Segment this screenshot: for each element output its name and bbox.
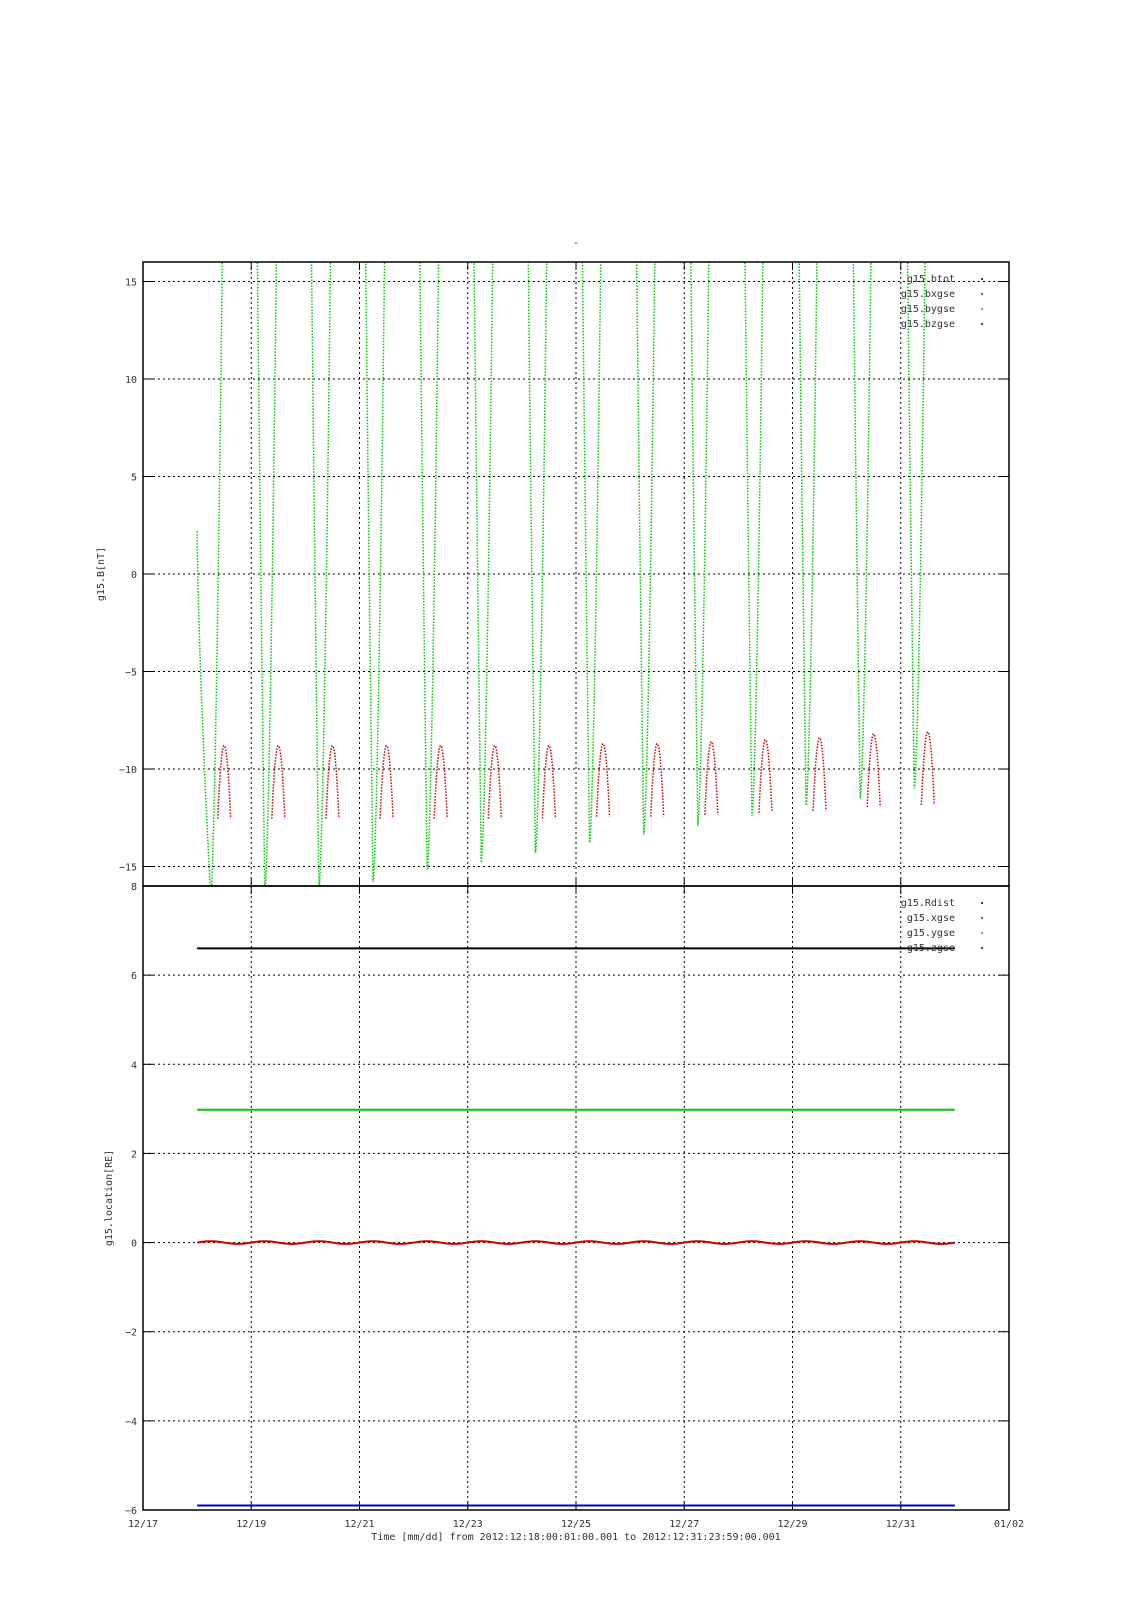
y-tick-label: 2 — [130, 1149, 137, 1161]
y-axis-label: g15.B[nT] — [96, 546, 107, 602]
series-hump-bxgse — [651, 744, 664, 817]
x-tick-label: 12/27 — [669, 1519, 700, 1530]
legend-label: g15.bzgse — [900, 319, 955, 330]
x-tick-label: 12/17 — [127, 1519, 159, 1530]
y-axis-label: g15.location[RE] — [104, 1149, 115, 1247]
legend-swatch — [981, 932, 983, 934]
legend-swatch — [981, 947, 983, 949]
legend-label: g15.xgse — [906, 913, 955, 924]
series-line-xgse — [197, 1241, 955, 1244]
series-hump-bxgse — [705, 742, 718, 815]
legend-label: g15.bygse — [900, 304, 955, 315]
series-hump-bxgse — [380, 746, 393, 819]
y-tick-label: 8 — [130, 882, 137, 893]
y-tick-label: −5 — [124, 667, 137, 679]
y-tick-label: −6 — [124, 1506, 137, 1517]
series-hump-bxgse — [218, 746, 231, 819]
legend-swatch — [981, 917, 983, 919]
legend-label: g15.zgse — [906, 943, 955, 954]
x-tick-label: 12/21 — [344, 1519, 375, 1530]
y-tick-label: 4 — [130, 1060, 137, 1072]
y-tick-label: 0 — [130, 1238, 137, 1250]
y-tick-label: 10 — [124, 375, 137, 386]
legend-label: g15.btot — [906, 274, 955, 285]
y-tick-label: 0 — [130, 570, 137, 581]
y-tick-label: −2 — [124, 1327, 137, 1339]
series-hump-bxgse — [326, 746, 339, 819]
legend-swatch — [981, 323, 983, 325]
y-tick-label: 15 — [124, 277, 137, 289]
legend-label: g15.bxgse — [900, 289, 955, 300]
legend-swatch — [981, 278, 983, 280]
series-hump-bxgse — [542, 746, 555, 819]
x-tick-label: 12/25 — [560, 1519, 592, 1530]
y-tick-label: 5 — [130, 472, 137, 484]
x-tick-label: 01/02 — [993, 1519, 1025, 1530]
legend-swatch — [981, 308, 983, 310]
series-hump-bxgse — [813, 738, 826, 811]
x-axis-label: Time [mm/dd] from 2012:12:18:00:01:00.001 to 2012:12:31:23:59:00.001 — [371, 1532, 781, 1543]
y-tick-label: −10 — [118, 765, 137, 776]
legend-label: g15.ygse — [906, 928, 955, 939]
y-tick-label: −4 — [124, 1416, 137, 1428]
x-tick-label: 12/31 — [885, 1519, 916, 1530]
panel-magnetic-field — [96, 0, 1009, 895]
x-tick-label: 12/19 — [236, 1519, 267, 1530]
series-hump-bxgse — [759, 740, 772, 813]
series-hump-bxgse — [921, 732, 934, 805]
series-hump-bxgse — [597, 744, 610, 817]
legend-label: g15.Rdist — [900, 898, 955, 909]
legend-swatch — [981, 293, 983, 295]
y-tick-label: 6 — [130, 971, 137, 983]
legend-swatch — [981, 902, 983, 904]
chart-title: - — [572, 238, 580, 249]
series-hump-bxgse — [272, 746, 285, 819]
panel-location — [104, 882, 1009, 1517]
x-tick-label: 12/23 — [452, 1519, 483, 1530]
x-tick-label: 12/29 — [777, 1519, 808, 1530]
y-tick-label: −15 — [118, 862, 137, 874]
time-axis — [128, 1519, 1024, 1530]
series-hump-bxgse — [434, 746, 447, 819]
series-hump-bxgse — [488, 746, 501, 819]
series-hump-bxgse — [867, 734, 880, 807]
